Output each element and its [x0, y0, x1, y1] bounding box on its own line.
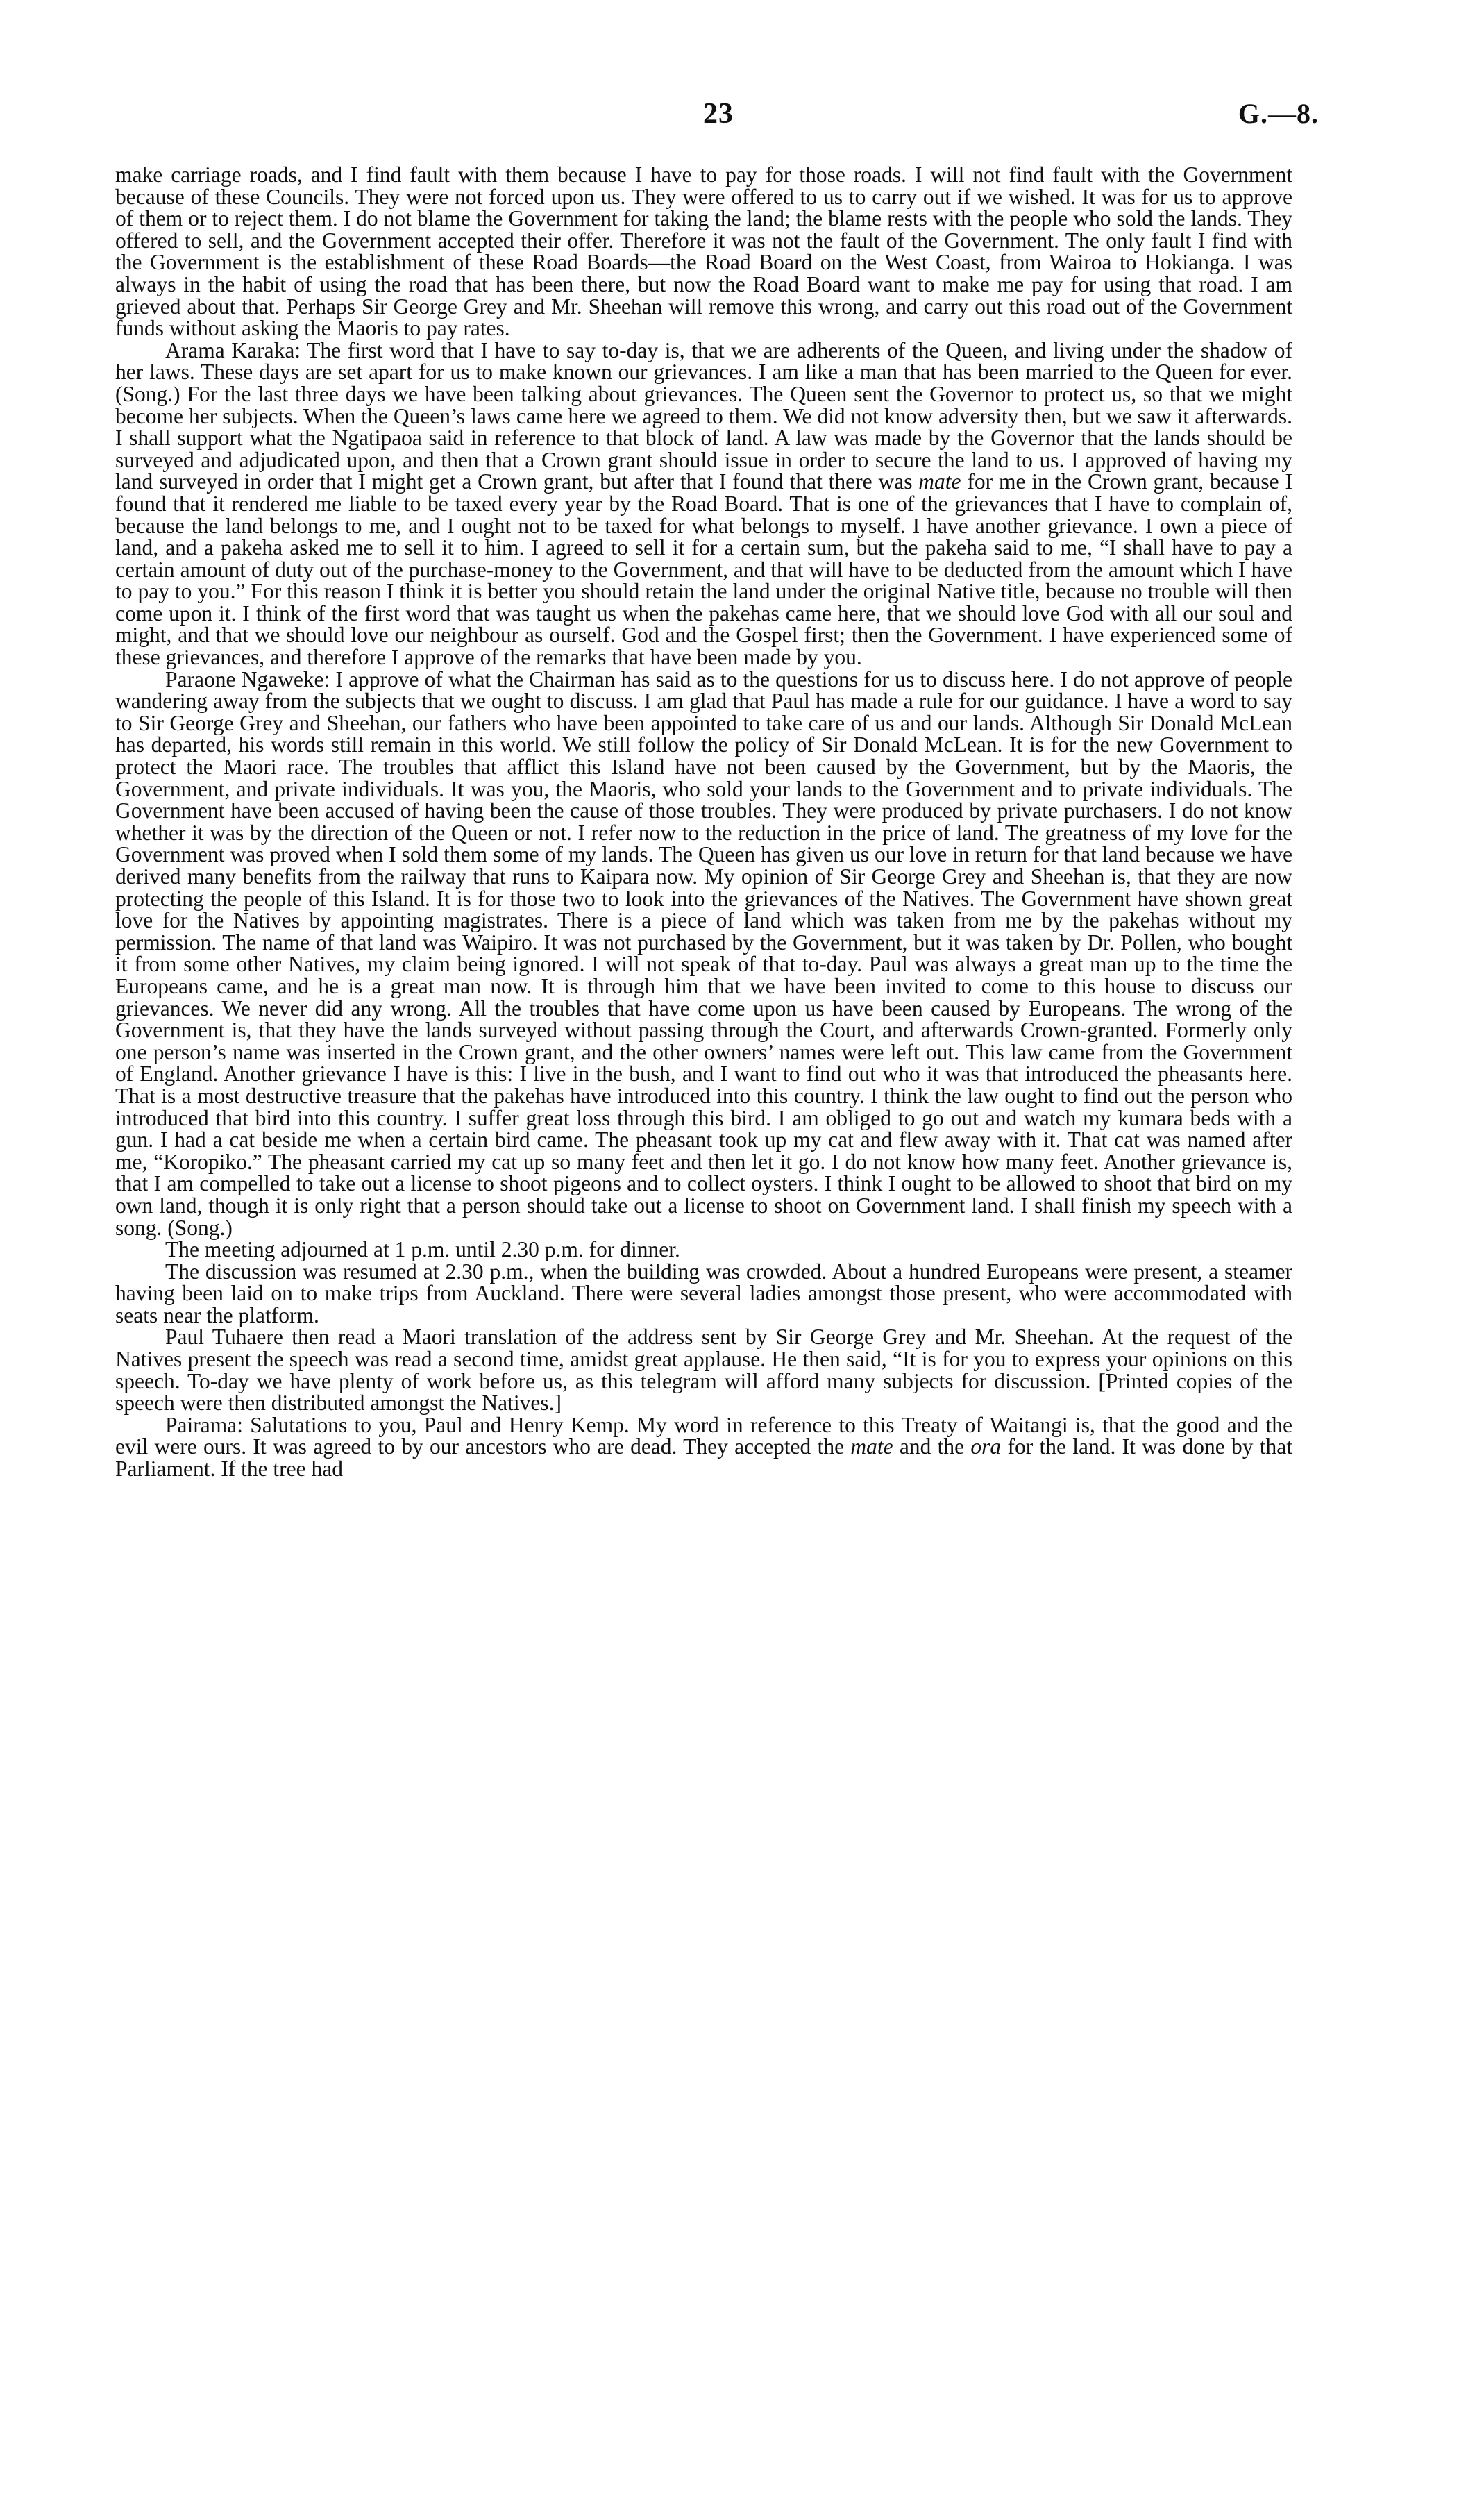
paragraph [115, 164, 1292, 339]
paragraph [115, 1325, 1292, 1416]
paragraph [115, 666, 1292, 1240]
text-run: Pairama: Salutations to you, Paul and Henry Kemp. My word in reference to this Treaty of Waitangi is, that the good and the evil were ours. It was agreed to by our ancestors who are dead. They accepted the [115, 1412, 1292, 1459]
text-run: make carriage roads, and I find fault with them because I have to pay for those roads. I will not find fault with the Government because of these Councils. They were not forced upon us. They were offered to us to carry out if we wished. It was for us to approve of them or to reject them. I do not blame the Government for taking the land; the blame rests with the people who sold the lands. They offered to sell, and the Government accepted their offer. Therefore it was not the fault of the Government. The only fault I find with the Government is the establishment of these Road Boards—the Road Board on the West Coast, from Wairoa to Hokianga. I was always in the habit of using the road that has been there, but now the Road Board want to make me pay for using that road. I am grieved about that. Perhaps Sir George Grey and Mr. Sheehan will remove this wrong, and carry out this road out of the Government funds without asking the Maoris to pay rates. [115, 162, 1292, 341]
text-run: Paraone Ngaweke: I approve of what the Chairman has said as to the questions for us to discuss here. I do not approve of people wandering away from the subjects that we ought to discuss. I am glad that Paul has made a rule for our guidance. I have a word to say to Sir George Grey and Sheehan, our fathers who have been appointed to take care of us and our lands. Although Sir Donald McLean has departed, his words still remain in this world. We still follow the policy of Sir Donald McLean. It is for the new Government to protect the Maori race. The troubles that afflict this Island have not been caused by the Government, but by the Maoris, the Government, and private individuals. It was you, the Maoris, who sold your lands to the Government and to private individuals. The Government have been accused of having been the cause of those troubles. They were produced by private purchasers. I do not know whether it was by the direction of the Queen or not. I refer now to the reduction in the price of land. The greatness of my love for the Government was proved when I sold them some of my lands. The Queen has given us our love in return for that land because we have derived many benefits from the railway that runs to Kaipara now. My opinion of Sir George Grey and Sheehan is, that they are now protecting the people of this Island. It is for those two to look into the grievances of the Natives. The Government have shown great love for the Natives by appointing magistrates. There is a piece of land which was taken from me by the pakehas without my permission. The name of that land was Waipiro. It was not purchased by the Government, but it was taken by Dr. Pollen, who bought it from some other Natives, my claim being ignored. I will not speak of that to-day. Paul was always a great man up to the time the Europeans came, and he is a great man now. It is through him that we have been invited to come to this house to discuss our grievances. We never did any wrong. All the troubles that have come upon us have been caused by Europeans. The wrong of the Government is, that they have the lands surveyed without passing through the Court, and afterwards Crown-granted. Formerly only one person’s name was inserted in the Crown grant, and the other owners’ names were left out. This law came from the Government of England. Another grievance I have is this: I live in the bush, and I want to find out who it was that introduced the pheasants here. That is a most destructive treasure that the pakehas have introduced into this country. I think the law ought to find out the person who introduced that bird into this country. I suffer great loss through this bird. I am obliged to go out and watch my kumara beds with a gun. I had a cat beside me when a certain bird came. The pheasant took up my cat and flew away with it. That cat was named after me, “Koropiko.” The pheasant carried my cat up so many feet and then let it go. I do not know how many feet. Another grievance is, that I am compelled to take out a license to shoot pigeons and to collect oysters. I think I ought to be allowed to shoot that bird on my own land, though it is only right that a person should take out a license to shoot on Government land. I shall finish my speech with a song. (Song.) [115, 666, 1292, 1240]
italic-term: mate [918, 469, 961, 494]
text-run: The meeting adjourned at 1 p.m. until 2.30 p.m. for dinner. [165, 1237, 680, 1262]
text-run: for me in the Crown grant, because I found that it rendered me liable to be taxed every year by the Road Board. That is one of the grievances that I have to complain of, because the land belongs to me, and I ought not to be taxed for what belongs to myself. I have another grievance. I own a piece of land, and a pakeha asked me to sell it to him. I agreed to sell it for a certain sum, but the pakeha said to me, “I shall have to pay a certain amount of duty out of the purchase-money to the Government, and that will have to be deducted from the amount which I have to pay to you.” For this reason I think it is better you should retain the land under the original Native title, because no trouble will then come upon it. I think of the first word that was taught us when the pakehas came here, that we should love God with all our soul and might, and that we should love our neighbour as ourself. God and the Gospel first; then the Government. I have experienced some of these grievances, and therefore I approve of the remarks that have been made by you. [115, 469, 1292, 670]
page-number: 23 [703, 98, 734, 130]
text-run: and the [893, 1434, 971, 1459]
page-header [118, 97, 1319, 153]
text-run: Arama Karaka: The first word that I have to say to-day is, that we are adherents of the Queen, and living under the shadow of her laws. These days are set apart for us to make known our grievances. I am like a man that has been married to the Queen for ever. (Song.) For the last three days we have been talking about grievances. The Queen sent the Governor to protect us, so that we might become her subjects. When the Queen’s laws came here we agreed to them. We did not know adversity then, but we saw it afterwards. I shall support what the Ngatipaoa said in reference to that block of land. A law was made by the Governor that the lands should be surveyed and adjudicated upon, and then that a Crown grant should issue in order to secure the land to us. I approved of having my land surveyed in order that I might get a Crown grant, but after that I found that there was [115, 337, 1292, 494]
text-run: Paul Tuhaere then read a Maori translation of the address sent by Sir George Grey and Mr. Sheehan. At the request of the Natives present the speech was read a second time, amidst great applause. He then said, “It is for you to express your opinions on this speech. To-day we have plenty of work before us, as this telegram will afford many subjects for discussion. [Printed copies of the speech were then distributed amongst the Natives.] [115, 1325, 1292, 1416]
paragraph [115, 339, 1292, 669]
paragraph [115, 1414, 1292, 1480]
italic-term: mate [850, 1434, 893, 1459]
document-reference: G.—8. [1238, 98, 1319, 129]
paragraph [115, 1261, 1292, 1327]
italic-term: ora [970, 1434, 1002, 1459]
text-run: The discussion was resumed at 2.30 p.m., when the building was crowded. About a hundred Europeans were present, a steamer having been laid on to make trips from Auckland. There were several ladies amongst those present, who were accommodated with seats near the platform. [115, 1259, 1292, 1327]
text-run: for the land. It was done by that Parliament. If the tree had [115, 1434, 1293, 1482]
body-text [115, 164, 1292, 1480]
paragraph [115, 1239, 1292, 1261]
